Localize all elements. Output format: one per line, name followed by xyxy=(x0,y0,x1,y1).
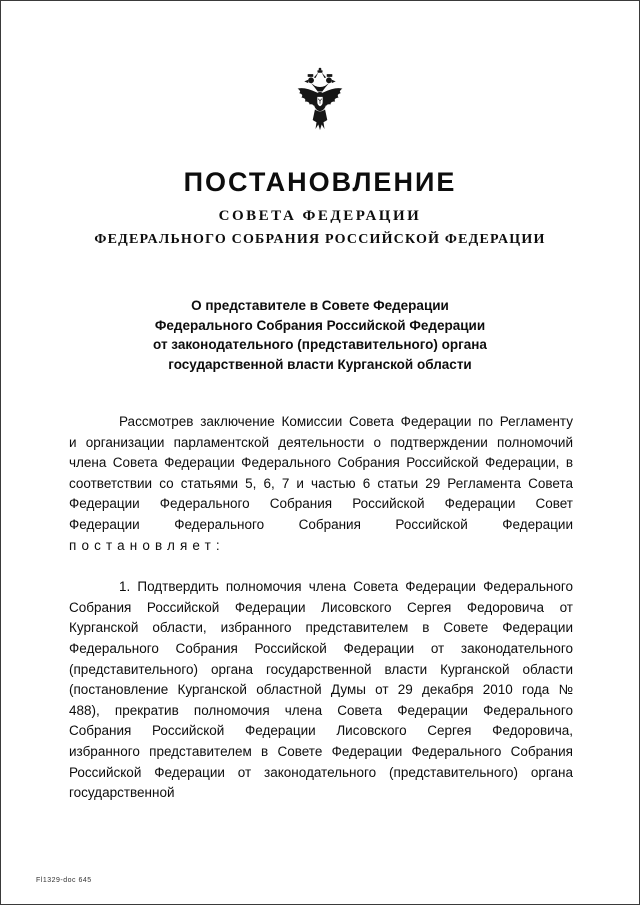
paragraph-preamble xyxy=(1,412,639,556)
subject-line: государственной власти Курганской области xyxy=(168,356,472,372)
document-subject xyxy=(1,296,639,374)
double-headed-eagle-icon xyxy=(292,64,348,138)
org-line-assembly: ФЕДЕРАЛЬНОГО СОБРАНИЯ РОССИЙСКОЙ ФЕДЕРАЦИИ xyxy=(94,232,546,247)
preamble-text: Рассмотрев заключение Комиссии Совета Федерации по Регламенту и организации парламентской деятельности о подтверждении полномочий члена Совета Федерации Федерального Собрания Российской Федерации, в соответствии со статьями 5, 6, 7 и частью 6 статьи 29 Регламента Совета Федерации Федерального Собрания Российской Федерации Совет Федерации Федерального Собрания Российской Федерации xyxy=(69,414,573,532)
subject-line: Федерального Собрания Российской Федерации xyxy=(154,317,486,333)
resolves-word: постановляет: xyxy=(69,537,225,553)
subject-line: О представителе в Совете Федерации xyxy=(191,298,449,313)
org-line-council: СОВЕТА ФЕДЕРАЦИИ xyxy=(218,208,422,224)
footer-document-code: Fl1329-doc 645 xyxy=(36,877,92,884)
paragraph-item-1: 1. Подтвердить полномочия члена Совета Федерации Федерального Собрания Российской Федерации Лисовского Сергея Федоровича от Курганской области, избранного представителем в Совете Федерации Федерального Собрания Российской Федерации от законодательного (представительного) органа государственной власти Курганской области (постановление Курганской областной Думы от 29 декабря 2010 года № 488), прекратив полномочия члена Совета Федерации Федерального Собрания Российской Федерации Лисовского Сергея Федоровича, избранного представителем в Совете Федерации Федерального Собрания Российской Федерации от законодательного (представительного) органа государственной xyxy=(69,579,573,801)
russian-coat-of-arms-icon xyxy=(289,61,351,141)
subject-line: от законодательного (представительного) органа xyxy=(153,337,487,352)
document-title: ПОСТАНОВЛЕНИЕ xyxy=(183,167,457,197)
